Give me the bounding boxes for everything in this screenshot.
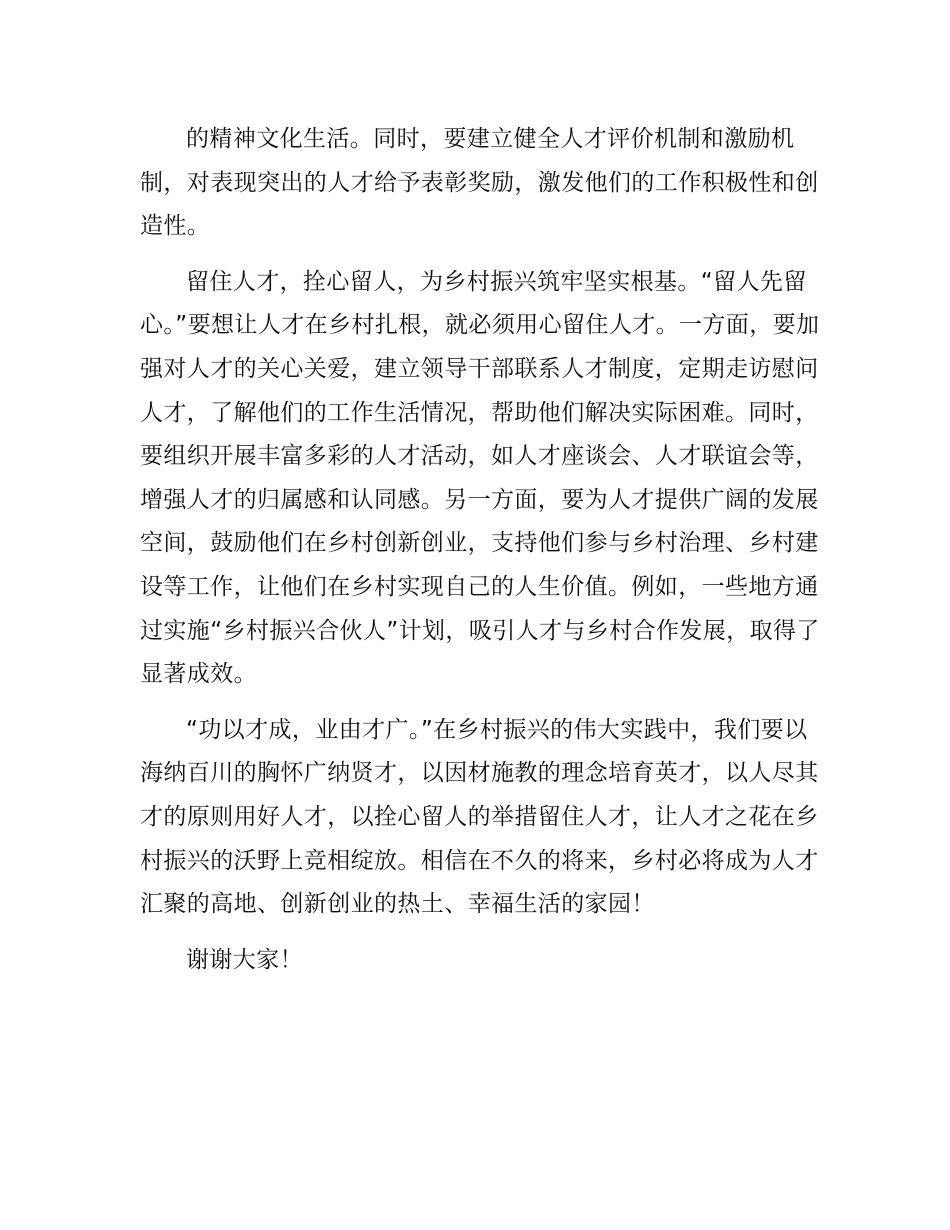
paragraph-talent-evaluation: 的精神文化生活。同时，要建立健全人才评价机制和激励机制，对表现突出的人才给予表彰奖励，激发他们的工作积极性和创造性。: [140, 126, 819, 240]
paragraph-conclusion: “功以才成，业由才广。”在乡村振兴的伟大实践中，我们要以海纳百川的胸怀广纳贤才，以因材施教的理念培育英才，以人尽其才的原则用好人才，以拴心留人的举措留住人才，让人才之花在乡村振兴的沃野上竞相绽放。相信在不久的将来，乡村必将成为人才汇聚的高地、创新创业的热土、幸福生活的家园！: [140, 716, 819, 918]
paragraph-retain-talent: 留住人才，拴心留人，为乡村振兴筑牢坚实根基。“留人先留心。”要想让人才在乡村扎根，就必须用心留住人才。一方面，要加强对人才的关心关爱，建立领导干部联系人才制度，定期走访慰问人才，了解他们的工作生活情况，帮助他们解决实际困难。同时，要组织开展丰富多彩的人才活动，如人才座谈会、人才联谊会等，增强人才的归属感和认同感。另一方面，要为人才提供广阔的发展空间，鼓励他们在乡村创新创业，支持他们参与乡村治理、乡村建设等工作，让他们在乡村实现自己的人生价值。例如，一些地方通过实施“乡村振兴合伙人”计划，吸引人才与乡村合作发展，取得了显著成效。: [140, 268, 820, 688]
document-body: [140, 118, 830, 994]
paragraph-thanks: 谢谢大家！: [186, 946, 303, 973]
